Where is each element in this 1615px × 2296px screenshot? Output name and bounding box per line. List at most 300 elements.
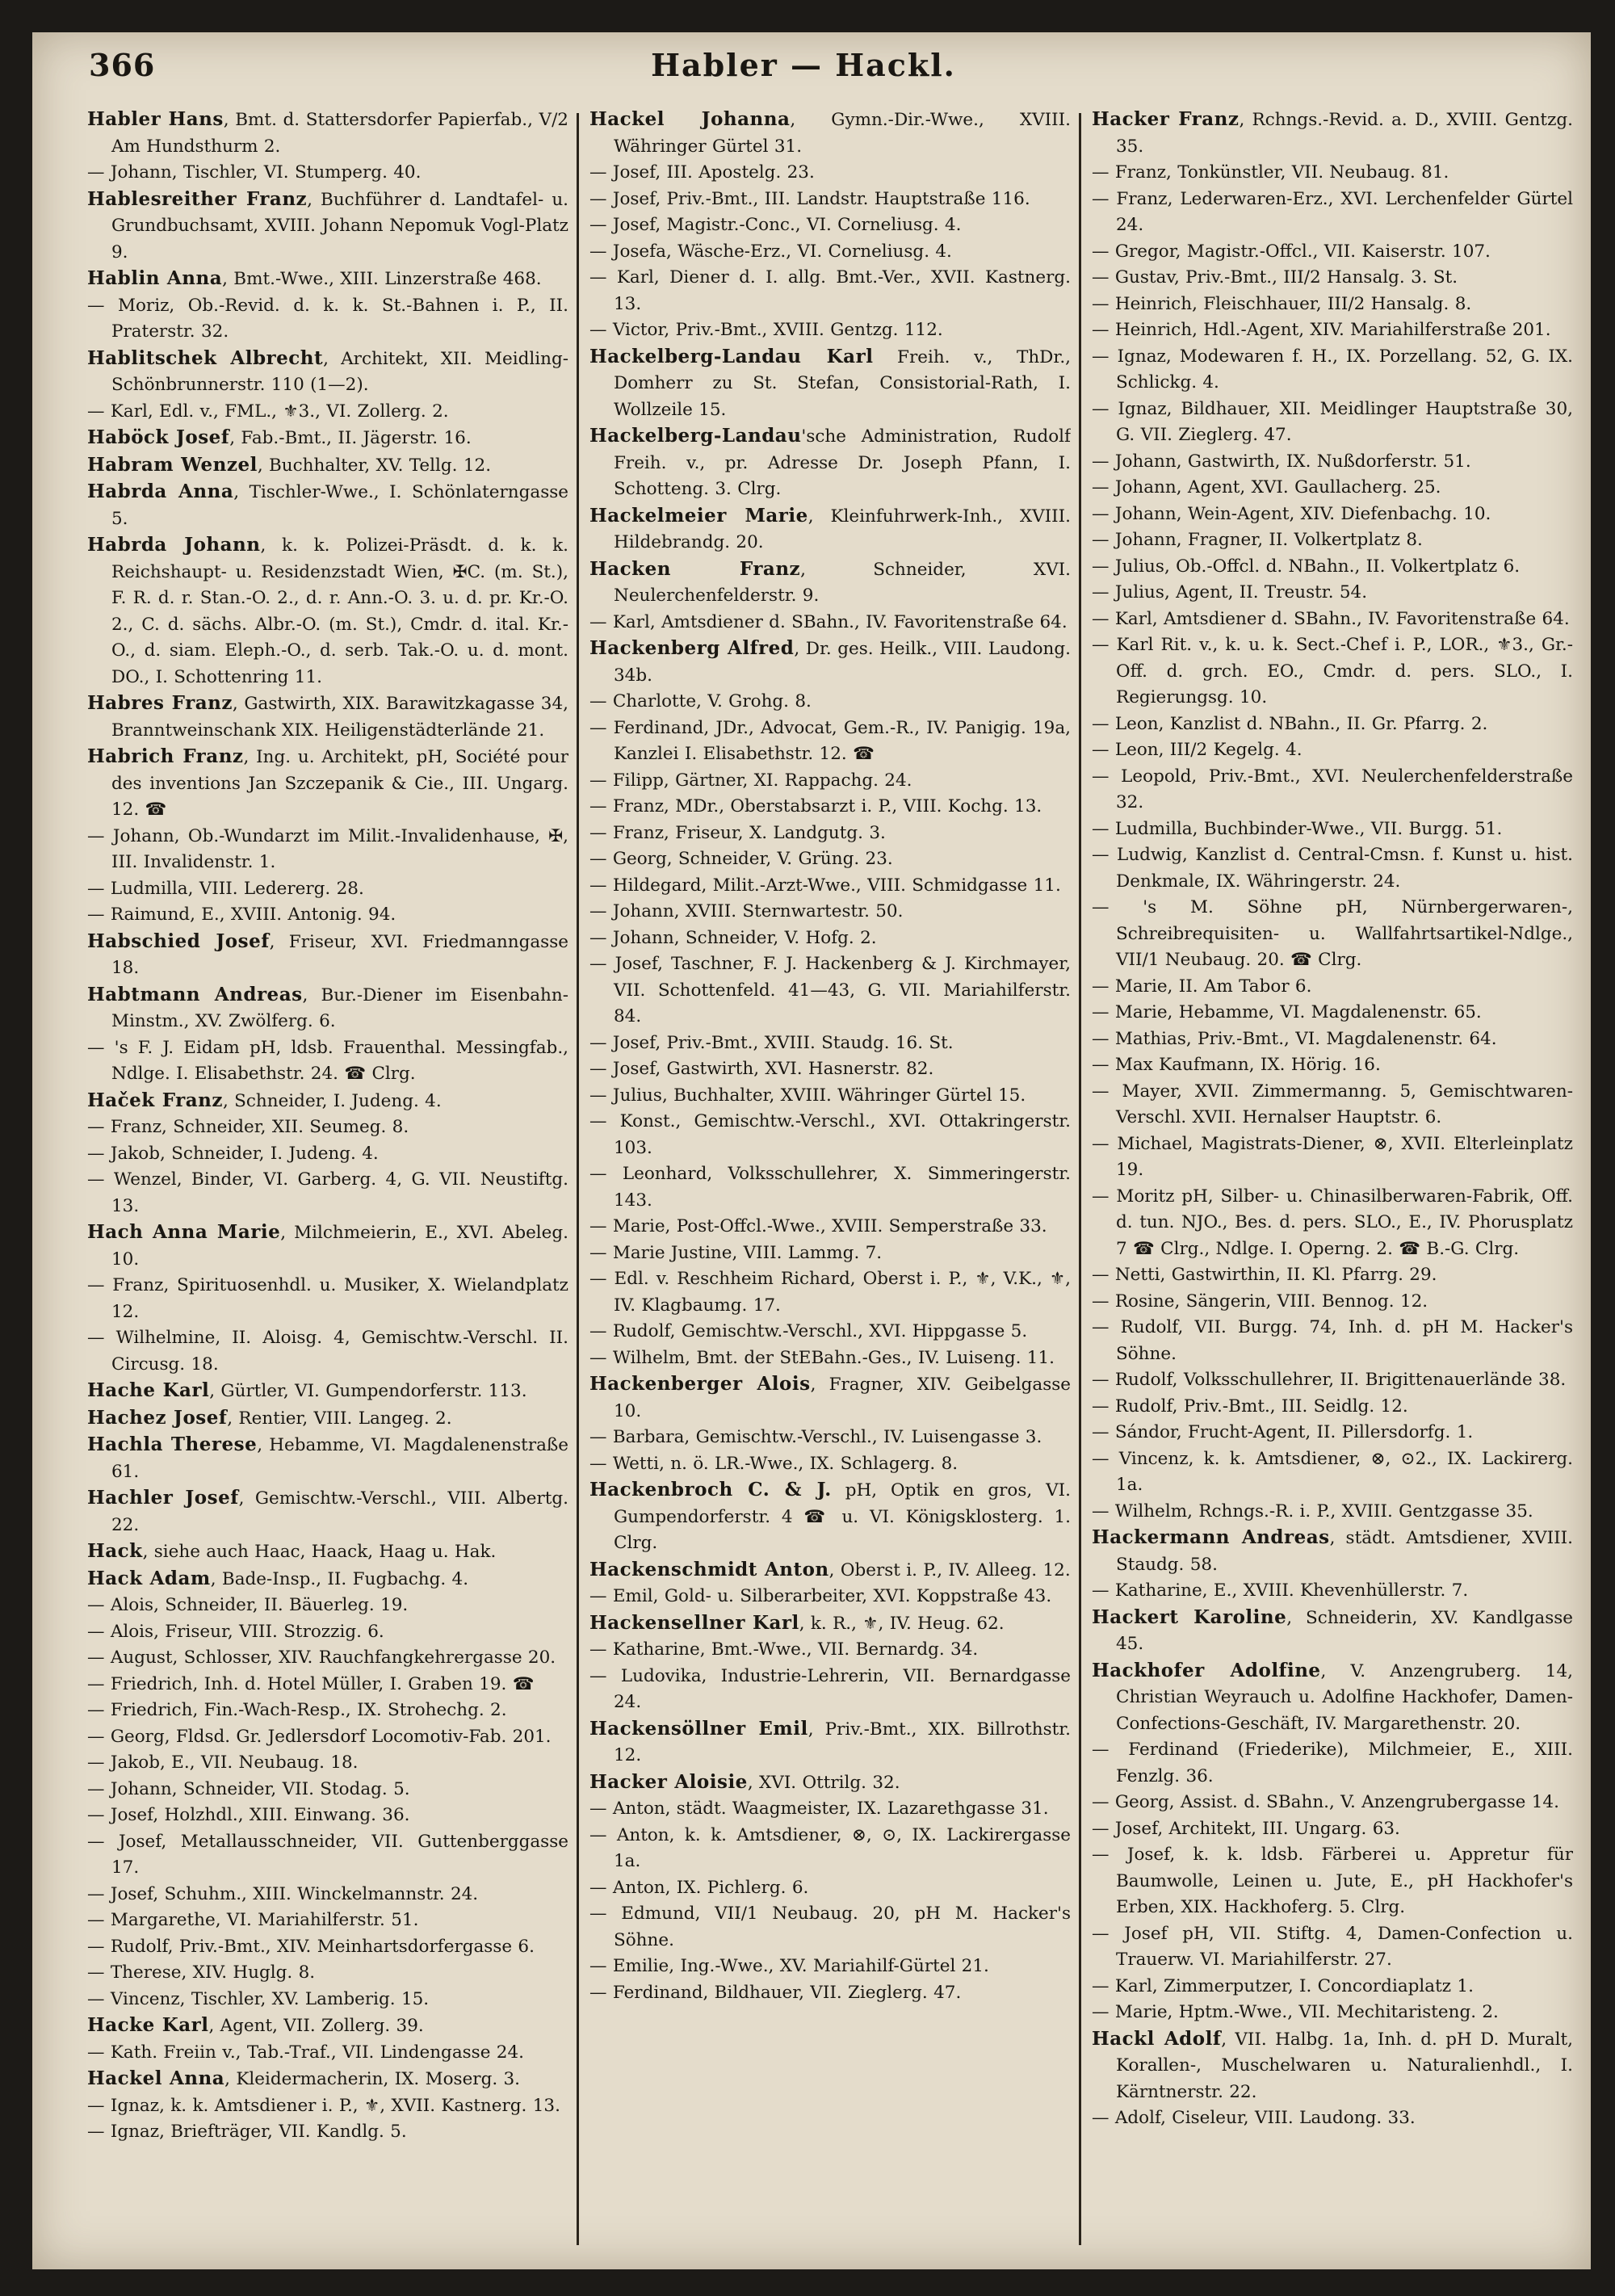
entry-name: — Josef xyxy=(87,1831,162,1852)
entry-details: , Schneider, V. Hofg. 2. xyxy=(673,927,877,948)
directory-entry xyxy=(1092,1262,1573,1289)
entry-name: Habler Hans xyxy=(87,108,224,130)
entry-name: — Karl xyxy=(589,611,650,632)
directory-entry xyxy=(589,1610,1071,1638)
column-rule xyxy=(1079,113,1081,2245)
entry-name: — Johann xyxy=(87,825,174,846)
entry-name: — Therese xyxy=(87,1962,182,1983)
directory-entry xyxy=(87,1645,568,1672)
entry-name: — Heinrich xyxy=(1092,293,1193,314)
entry-name: Hack Adam xyxy=(87,1567,211,1589)
entry-details: , Tischler, VI. Stumperg. 40. xyxy=(171,162,422,183)
entry-details: , Priv.-Bmt., III. Seidlg. 12. xyxy=(1172,1396,1408,1417)
directory-entry xyxy=(87,160,568,187)
directory-entry xyxy=(589,1875,1071,1902)
entry-details: , Frucht-Agent, II. Pillersdorfg. 1. xyxy=(1176,1422,1474,1442)
entry-details: , Schneider, I. Judeng. 4. xyxy=(160,1143,379,1164)
entry-name: — Johann xyxy=(1092,477,1177,497)
directory-entry xyxy=(589,344,1071,424)
entry-name: Haböck Josef xyxy=(87,426,230,448)
directory-entry xyxy=(1092,1974,1573,2000)
entry-name: — Friedrich xyxy=(87,1700,193,1720)
entry-details: , Magistr.-Offcl., VII. Kaiserstr. 107. xyxy=(1175,241,1491,262)
entry-name: — Marie xyxy=(1092,1002,1168,1022)
entry-name: Haček Franz xyxy=(87,1089,223,1111)
directory-entry xyxy=(87,2040,568,2067)
entry-name: — Ferdinand xyxy=(589,1982,703,2003)
entry-name: — Ignaz xyxy=(1092,398,1167,419)
directory-entry xyxy=(1092,1131,1573,1184)
entry-details: , Fab.-Bmt., II. Jägerstr. 16. xyxy=(229,428,472,448)
entry-details: , Priv.-Bmt., VI. Magdalenenstr. 64. xyxy=(1185,1028,1497,1049)
entry-details: , Tonkünstler, VII. Neubaug. 81. xyxy=(1166,162,1449,183)
entry-details: , Ob.-Revid. d. k. k. St.-Bahnen i. P., II. Praterstr. 32. xyxy=(111,295,568,342)
entry-name: Hacken Franz xyxy=(589,557,801,580)
entry-name: — Filipp xyxy=(589,770,664,791)
entry-details: , Priv.-Bmt., XVI. Neulerchenfelderstraße 32. xyxy=(1116,766,1573,812)
entry-details: , Priv.-Bmt., XVIII. Staudg. 16. St. xyxy=(655,1032,954,1053)
directory-entry xyxy=(589,212,1071,239)
entry-name: — Johann xyxy=(1092,503,1177,524)
entry-name: — Kath. xyxy=(87,2042,158,2063)
directory-entry xyxy=(1092,397,1573,449)
entry-name: — Josef xyxy=(1092,1845,1170,1865)
entry-name: — 's M. Söhne xyxy=(1092,897,1302,917)
entry-details: , VIII. Lammg. 7. xyxy=(732,1242,883,1263)
entry-details: , V. Anzengruberg. 14, Christian Weyrauch u. Adolfine Hackhofer, Damen-Confections-Geschäft, IV. Margarethenstr. 20. xyxy=(1116,1660,1573,1734)
entry-details: , k. k. ldsb. Färberei u. Appretur für Baumwolle, Leinen u. Jute, E., pH Hackhofer's Erben, XIX. Hackhoferg. 5. Clrg. xyxy=(1116,1845,1573,1917)
entry-name: Hackermann Andreas xyxy=(1092,1526,1330,1548)
entry-name: — Julius xyxy=(589,1085,662,1106)
directory-entry xyxy=(589,899,1071,926)
directory-entry xyxy=(589,187,1071,213)
entry-details: , Gastwirth, XVI. Hasnerstr. 82. xyxy=(655,1059,934,1079)
directory-entry xyxy=(1092,1578,1573,1605)
entry-name: Hackert Karoline xyxy=(1092,1606,1287,1628)
directory-entry xyxy=(1092,1394,1573,1421)
directory-entry xyxy=(589,636,1071,689)
directory-entry xyxy=(87,1698,568,1724)
entry-details: , Kleinfuhrwerk-Inh., XVIII. Hildebrandg. 20. xyxy=(614,506,1071,552)
entry-details: , Diener d. I. allg. Bmt.-Ver., XVII. Kastnerg. 13. xyxy=(614,267,1071,314)
entry-name: — Alois xyxy=(87,1621,154,1642)
entry-name: — Rudolf xyxy=(1092,1317,1178,1337)
entry-details: , Gastwirthin, II. Kl. Pfarrg. 29. xyxy=(1160,1265,1437,1285)
directory-entry xyxy=(87,2093,568,2120)
entry-details: , Buchbinder-Wwe., VII. Burgg. 51. xyxy=(1192,818,1503,839)
entry-name: Habram Wenzel xyxy=(87,453,258,476)
entry-name: — Karl xyxy=(589,267,654,288)
entry-details: , k. k. Amtsdiener, ⊗, ⊙, IX. Lackirergasse 1a. xyxy=(614,1824,1071,1871)
entry-details: , III. Apostelg. 23. xyxy=(655,162,815,183)
entry-name: — Sándor xyxy=(1092,1422,1177,1442)
entry-name: Hablesreither Franz xyxy=(87,187,308,210)
entry-name: — Wenzel xyxy=(87,1169,177,1190)
directory-entry xyxy=(1092,1816,1573,1843)
directory-entry xyxy=(1092,1658,1573,1738)
directory-entry xyxy=(589,160,1071,187)
entry-details: , E., XVIII. Khevenhüllerstr. 7. xyxy=(1202,1580,1469,1601)
directory-entry xyxy=(87,293,568,346)
directory-entry xyxy=(87,266,568,293)
directory-entry xyxy=(87,1566,568,1593)
entry-details: , Ing.-Wwe., XV. Mariahilf-Gürtel 21. xyxy=(669,1956,989,1976)
entry-details: pH, Optik en gros, VI. Gumpendorferstr. 4 ☎ u. VI. Königsklosterg. 1. Clrg. xyxy=(614,1480,1071,1553)
entry-name: — Gustav xyxy=(1092,267,1174,288)
directory-entry xyxy=(589,1161,1071,1214)
entry-details: , Agent, II. Treustr. 54. xyxy=(1164,582,1368,602)
entry-name: — Anton xyxy=(589,1877,665,1898)
entry-name: — Leonhard xyxy=(589,1164,707,1184)
entry-name: — Moriz xyxy=(87,295,170,316)
directory-entry xyxy=(1092,974,1573,1001)
entry-details: , Kleidermacherin, IX. Moserg. 3. xyxy=(224,2069,521,2089)
entry-details: , Hebamme, VI. Magdalenenstr. 65. xyxy=(1167,1002,1482,1022)
entry-name: — Johann xyxy=(87,1778,172,1799)
entry-details: , Priv.-Bmt., III. Landstr. Hauptstraße 116. xyxy=(655,188,1030,209)
entry-name: — Ignaz xyxy=(87,2095,160,2116)
directory-entry xyxy=(87,690,568,744)
directory-entry xyxy=(1092,1026,1573,1053)
entry-details: , Friseur, XVI. Friedmanngasse 18. xyxy=(111,931,568,978)
entry-name: — Adolf xyxy=(1092,2108,1161,2128)
directory-entry xyxy=(1092,239,1573,266)
entry-details: , k. R., ⚜, IV. Heug. 62. xyxy=(799,1613,1005,1634)
directory-entry xyxy=(87,1934,568,1961)
entry-details: Kaufmann, IX. Hörig. 16. xyxy=(1152,1055,1381,1075)
directory-entry xyxy=(87,1219,568,1273)
page-header xyxy=(89,47,1518,103)
directory-entry xyxy=(589,1584,1071,1610)
directory-entry xyxy=(589,1664,1071,1716)
entry-details: , E., VII. Neubaug. 18. xyxy=(160,1752,359,1773)
entry-details: , III/2 Kegelg. 4. xyxy=(1158,740,1302,760)
entry-name: — Ludwig xyxy=(1092,845,1182,865)
entry-details: , XIV. Huglg. 8. xyxy=(181,1962,316,1983)
directory-entry xyxy=(589,1425,1071,1451)
entry-details: , XVIII. Sternwartestr. 50. xyxy=(673,901,904,921)
entry-name: — Wilhelmine xyxy=(87,1328,216,1348)
entry-details: , Priv.-Bmt., XVIII. Gentzg. 112. xyxy=(664,320,943,340)
entry-name: Hacke Karl xyxy=(87,2014,209,2036)
directory-entry xyxy=(1092,1842,1573,1921)
entry-name: — Franz xyxy=(1092,188,1168,209)
entry-details: , Bmt.-Wwe., XIII. Linzerstraße 468. xyxy=(222,269,542,289)
entry-details: , Dr. ges. Heilk., VIII. Laudong. 34b. xyxy=(614,639,1071,686)
entry-name: — Katharine xyxy=(1092,1580,1202,1601)
directory-entry xyxy=(1092,1921,1573,1974)
directory-entry xyxy=(589,1954,1071,1980)
directory-entry xyxy=(87,1273,568,1325)
entry-details: , Rentier, VIII. Langeg. 2. xyxy=(227,1408,452,1429)
entry-details: , Fleischhauer, III/2 Hansalg. 8. xyxy=(1192,293,1472,314)
entry-name: — Michael xyxy=(1092,1133,1188,1154)
directory-entry xyxy=(589,1823,1071,1875)
entry-name: — Vincenz xyxy=(87,1988,180,2009)
entry-name: — Netti xyxy=(1092,1265,1160,1285)
directory-entry xyxy=(87,452,568,480)
entry-name: — Max xyxy=(1092,1055,1153,1075)
entry-name: Habrda Anna xyxy=(87,481,234,502)
entry-name: — Rudolf xyxy=(589,1321,670,1341)
entry-name: Hackelberg-Landau xyxy=(589,425,802,447)
entry-details: , Holzhdl., XIII. Einwang. 36. xyxy=(153,1805,410,1825)
entry-name: Hackhofer Adolfine xyxy=(1092,1659,1321,1681)
entry-name: — Mayer xyxy=(1092,1081,1177,1102)
entry-name: — Karl xyxy=(1092,635,1154,655)
entry-details: , Agent, XVI. Gaullacherg. 25. xyxy=(1176,477,1441,497)
entry-name: — Johann xyxy=(1092,530,1177,550)
directory-entry xyxy=(87,1908,568,1934)
entry-name: — Ignaz xyxy=(1092,346,1166,367)
directory-entry xyxy=(87,824,568,876)
entry-name: — Wetti xyxy=(589,1453,660,1474)
running-head: Habler — Hackl. xyxy=(651,47,956,83)
entry-name: Hache Karl xyxy=(87,1379,210,1401)
entry-name: — Josef xyxy=(589,1059,656,1079)
entry-details: , Inh. d. Hotel Müller, I. Graben 19. ☎ xyxy=(192,1673,535,1694)
entry-details: , Amtsdiener d. SBahn., IV. Favoritenstraße 64. xyxy=(649,611,1068,632)
directory-entry xyxy=(87,1960,568,1987)
entry-name: Habschied Josef xyxy=(87,930,270,952)
entry-details: , Gemischtw.-Verschl., XVI. Hippgasse 5. xyxy=(669,1321,1028,1341)
entry-name: — Josef xyxy=(589,162,656,183)
directory-entry xyxy=(87,1325,568,1378)
directory-entry xyxy=(1092,1052,1573,1079)
directory-entry xyxy=(589,926,1071,952)
directory-entry xyxy=(1092,2000,1573,2026)
entry-name: — Jakob xyxy=(87,1143,161,1164)
directory-entry xyxy=(87,1538,568,1566)
directory-entry xyxy=(589,1319,1071,1345)
entry-details: , VIII. Ledererg. 28. xyxy=(187,878,364,899)
entry-details: , XVI. Ottrilg. 32. xyxy=(747,1772,900,1793)
directory-entry xyxy=(1092,292,1573,318)
entry-name: Habres Franz xyxy=(87,692,233,714)
entry-details: , n. ö. LR.-Wwe., IX. Schlagerg. 8. xyxy=(659,1453,959,1474)
entry-details: , Priv.-Bmt., III/2 Hansalg. 3. St. xyxy=(1173,267,1458,288)
directory-entry xyxy=(87,1750,568,1777)
entry-details: , VII/1 Neubaug. 20, pH M. Hacker's Söhne. xyxy=(614,1904,1071,1950)
entry-details: , Fragner, II. Volkertplatz 8. xyxy=(1176,530,1423,550)
entry-details: , Gemischtw.-Verschl., IV. Luisengasse 3. xyxy=(684,1427,1042,1447)
entry-name: — Georg xyxy=(1092,1792,1169,1812)
entry-name: — Rudolf xyxy=(87,1936,168,1957)
directory-entry xyxy=(1092,737,1573,764)
entry-name: — Hildegard xyxy=(589,875,702,896)
entry-name: — Rudolf xyxy=(1092,1396,1172,1417)
entry-details: , Bmt. d. Stattersdorfer Papierfab., V/2 Am Hundsthurm 2. xyxy=(111,110,568,157)
directory-entry xyxy=(589,1214,1071,1240)
directory-entry xyxy=(1092,1000,1573,1026)
directory-entry xyxy=(87,1405,568,1433)
entry-details: 'sche Administration, Rudolf Freih. v., pr. Adresse Dr. Joseph Pfann, I. Schotteng. 3. Clrg. xyxy=(614,426,1071,499)
directory-entry xyxy=(87,107,568,160)
entry-details: , Lederwaren-Erz., XVI. Lerchenfelder Gürtel 24. xyxy=(1116,188,1573,235)
directory-entry xyxy=(87,399,568,426)
entry-details: , V. Grohg. 8. xyxy=(696,691,812,711)
entry-name: — Georg xyxy=(589,849,667,869)
directory-entry xyxy=(1092,1079,1573,1131)
entry-details: , k. k. Polizei-Präsdt. d. k. k. Reichshaupt- u. Residenzstadt Wien, ✠C. (m. St.), F. R. d. r. Stan.-O. 2., d. r. Ann.-O. 3. u. d. pr. Kr.-O. 2., C. d. sächs. Albr.-O. (m. St.), Cmdr. d. ital. Kr.-O., d. siam. Eleph.-O., d. serb. Tak.-O. u. d. mont. DO., I. Schottenring 11. xyxy=(111,535,568,687)
entry-name: Habrich Franz xyxy=(87,745,244,767)
directory-entry xyxy=(87,187,568,267)
entry-details: , Modewaren f. H., IX. Porzellang. 52, G. IX. Schlickg. 4. xyxy=(1116,346,1573,392)
directory-entry xyxy=(589,689,1071,716)
entry-details: , Schlosser, XIV. Rauchfangkehrergasse 20. xyxy=(172,1647,556,1668)
entry-name: — Julius xyxy=(1092,582,1164,602)
entry-name: — Johann xyxy=(589,927,674,948)
directory-entry xyxy=(589,768,1071,795)
entry-name: — Georg xyxy=(87,1726,165,1747)
directory-entry xyxy=(1092,107,1573,160)
entry-details: , II. Aloisg. 4, Gemischtw.-Verschl. II. Circusg. 18. xyxy=(111,1328,568,1375)
directory-entry xyxy=(1092,1499,1573,1526)
entry-name: Hacker Aloisie xyxy=(589,1770,748,1793)
entry-details: , Volksschullehrer, X. Simmeringerstr. 143. xyxy=(614,1164,1071,1211)
directory-entry xyxy=(589,873,1071,900)
directory-entry xyxy=(589,1796,1071,1823)
entry-details: , Bmt.-Wwe., VII. Bernardg. 34. xyxy=(699,1639,979,1660)
entry-name: — Leon xyxy=(1092,713,1159,734)
directory-entry xyxy=(87,2013,568,2040)
entry-name: Hackensöllner Emil xyxy=(589,1717,808,1740)
entry-name: — Ludmilla xyxy=(1092,818,1193,839)
entry-details: , Schneiderin, XV. Kandlgasse 45. xyxy=(1116,1607,1573,1654)
entry-name: Hackl Adolf xyxy=(1092,2027,1222,2050)
entry-details: , Priv.-Bmt., XIV. Meinhartsdorfergasse 6. xyxy=(167,1936,535,1957)
directory-entry xyxy=(589,1240,1071,1267)
directory-entry xyxy=(87,876,568,903)
entry-details: , Industrie-Lehrerin, VII. Bernardgasse 24. xyxy=(614,1665,1071,1712)
entry-name: — Rudolf xyxy=(1092,1370,1172,1390)
entry-details: , Architekt, XII. Meidling-Schönbrunnerstr. 110 (1—2). xyxy=(111,348,568,395)
entry-details: pH, Nürnbergerwaren-, Schreibrequisiten- u. Wallfahrtsartikel-Ndlge., VII/1 Neubaug. 20. ☎ Clrg. xyxy=(1116,897,1573,970)
entry-details: , Briefträger, VII. Kandlg. 5. xyxy=(159,2122,407,2142)
entry-name: — Karl xyxy=(87,401,148,422)
entry-details: , Hptm.-Wwe., VII. Mechitaristeng. 2. xyxy=(1167,2002,1499,2022)
directory-entry xyxy=(589,951,1071,1030)
entry-details: , Binder, VI. Garberg. 4, G. VII. Neustiftg. 13. xyxy=(111,1169,568,1216)
entry-name: — Gregor xyxy=(1092,241,1176,262)
entry-details: , Magistr.-Conc., VI. Corneliusg. 4. xyxy=(655,215,962,235)
entry-name: Hacker Franz xyxy=(1092,108,1240,130)
directory-entry xyxy=(87,1035,568,1088)
directory-entry xyxy=(87,532,568,690)
entry-name: Hablin Anna xyxy=(87,267,223,289)
entry-name: — Emilie xyxy=(589,1956,669,1976)
entry-details: , Magistrats-Diener, ⊗, XVII. Elterleinplatz 19. xyxy=(1116,1133,1573,1180)
entry-details: , Buchhalter, XV. Tellg. 12. xyxy=(257,455,492,476)
entry-name: Hackelmeier Marie xyxy=(589,504,808,527)
entry-details: pH, ldsb. Frauenthal. Messingfab., Ndlge. I. Elisabethstr. 24. ☎ Clrg. xyxy=(111,1037,568,1084)
entry-details: , Schneider, XII. Seumeg. 8. xyxy=(162,1117,409,1137)
directory-entry xyxy=(589,503,1071,556)
entry-details: , Edl. v., FML., ⚜3., VI. Zollerg. 2. xyxy=(147,401,449,422)
entry-details: , Kanzlist d. Central-Cmsn. f. Kunst u. hist. Denkmale, IX. Währingerstr. 24. xyxy=(1116,845,1573,892)
entry-details: , Bmt. der StEBahn.-Ges., IV. Luiseng. 11. xyxy=(685,1347,1055,1368)
entry-details: , Priv.-Bmt., XIX. Billrothstr. 12. xyxy=(614,1719,1071,1765)
entry-details: , Bildhauer, XII. Meidlinger Hauptstraße 30, G. VII. Zieglerg. 47. xyxy=(1116,398,1573,445)
directory-entry xyxy=(1092,554,1573,581)
entry-details: , Schneider, XVI. Neulerchenfelderstr. 9. xyxy=(614,559,1071,606)
entry-details: , Bur.-Diener im Eisenbahn-Minstm., XV. Zwölferg. 6. xyxy=(111,984,568,1031)
entry-details: , Spirituosenhdl. u. Musiker, X. Wielandplatz 12. xyxy=(111,1275,568,1322)
entry-details: , Gärtner, XI. Rappachg. 24. xyxy=(663,770,912,791)
entry-name: Hablitschek Albrecht xyxy=(87,346,324,369)
entry-details: , Buchhalter, XVIII. Währinger Gürtel 15. xyxy=(661,1085,1026,1106)
directory-entry xyxy=(1092,711,1573,738)
entry-details: , XVII. Zimmermanng. 5, Gemischtwaren-Verschl. XVII. Hernalser Hauptstr. 6. xyxy=(1116,1081,1573,1127)
directory-entry xyxy=(87,1114,568,1141)
entry-name: Hackensellner Karl xyxy=(589,1611,799,1634)
directory-entry xyxy=(1092,317,1573,344)
entry-details: , Taschner, F. J. Hackenberg & J. Kirchmayer, VII. Schottenfeld. 41—43, G. VII. Mariahilferstr. 84. xyxy=(614,954,1071,1026)
directory-entry xyxy=(87,929,568,982)
directory-entry xyxy=(1092,265,1573,292)
entry-name: — Jakob xyxy=(87,1752,161,1773)
entry-details: , Rchngs.-R. i. P., XVIII. Gentzgasse 35. xyxy=(1187,1501,1533,1522)
directory-entry xyxy=(87,1167,568,1219)
entry-name: Hack xyxy=(87,1540,143,1562)
entry-details: , VII. Burgg. 74, Inh. d. pH M. Hacker's Söhne. xyxy=(1116,1317,1573,1364)
entry-details: , Hebamme, VI. Magdalenenstraße 61. xyxy=(111,1435,568,1482)
entry-name: — Ludovika xyxy=(589,1665,702,1686)
entry-name: — Ferdinand xyxy=(589,717,704,738)
directory-entry xyxy=(1092,1605,1573,1658)
entry-details: , Bade-Insp., II. Fugbachg. 4. xyxy=(210,1568,469,1589)
entry-name: Hackenbroch C. & J. xyxy=(589,1479,832,1501)
entry-name: — Josef xyxy=(589,188,656,209)
directory-entry xyxy=(589,1769,1071,1797)
entry-details: , Tischler-Wwe., I. Schönlaterngasse 5. xyxy=(111,482,568,529)
directory-entry xyxy=(1092,160,1573,187)
entry-details: , Fin.-Wach-Resp., IX. Strohechg. 2. xyxy=(192,1700,507,1720)
directory-entry xyxy=(87,1777,568,1803)
entry-name: — Franz xyxy=(1092,162,1167,183)
entry-name: — Anton xyxy=(589,1799,665,1819)
entry-name: Hackenschmidt Anton xyxy=(589,1558,829,1580)
directory-entry xyxy=(1092,580,1573,607)
directory-entry xyxy=(87,479,568,532)
entry-details: , Milchmeierin, E., XVI. Abeleg. 10. xyxy=(111,1223,568,1270)
entry-details: , Friseur, X. Landgutg. 3. xyxy=(664,822,886,843)
directory-entry xyxy=(87,425,568,452)
entry-details: , JDr., Advocat, Gem.-R., IV. Panigig. 19a, Kanzlei I. Elisabethstr. 12. ☎ xyxy=(614,717,1071,764)
directory-entry xyxy=(1092,1315,1573,1367)
entry-name: — Wilhelm xyxy=(589,1347,686,1368)
entry-name: — Wilhelm xyxy=(1092,1501,1188,1522)
directory-entry xyxy=(589,1083,1071,1110)
entry-details: (Friederike), Milchmeier, E., XIII. Fenzlg. 36. xyxy=(1116,1740,1573,1786)
directory-entry xyxy=(1092,1289,1573,1316)
directory-entry xyxy=(1092,2105,1573,2132)
entry-name: — Rosine xyxy=(1092,1291,1175,1312)
directory-entry xyxy=(589,1477,1071,1557)
entry-name: — Leopold xyxy=(1092,766,1192,787)
directory-entry xyxy=(87,2066,568,2093)
directory-entry xyxy=(589,1980,1071,2007)
entry-details: , E., XVIII. Antonig. 94. xyxy=(190,905,396,925)
directory-entry xyxy=(1092,527,1573,554)
entry-name: — Karl xyxy=(1092,608,1152,629)
directory-entry xyxy=(589,1345,1071,1372)
entry-name: — August xyxy=(87,1647,173,1668)
entry-name: Hackel Anna xyxy=(87,2067,225,2089)
directory-entry xyxy=(589,1371,1071,1425)
entry-name: — Franz xyxy=(87,1117,162,1137)
directory-entry xyxy=(1092,1790,1573,1816)
